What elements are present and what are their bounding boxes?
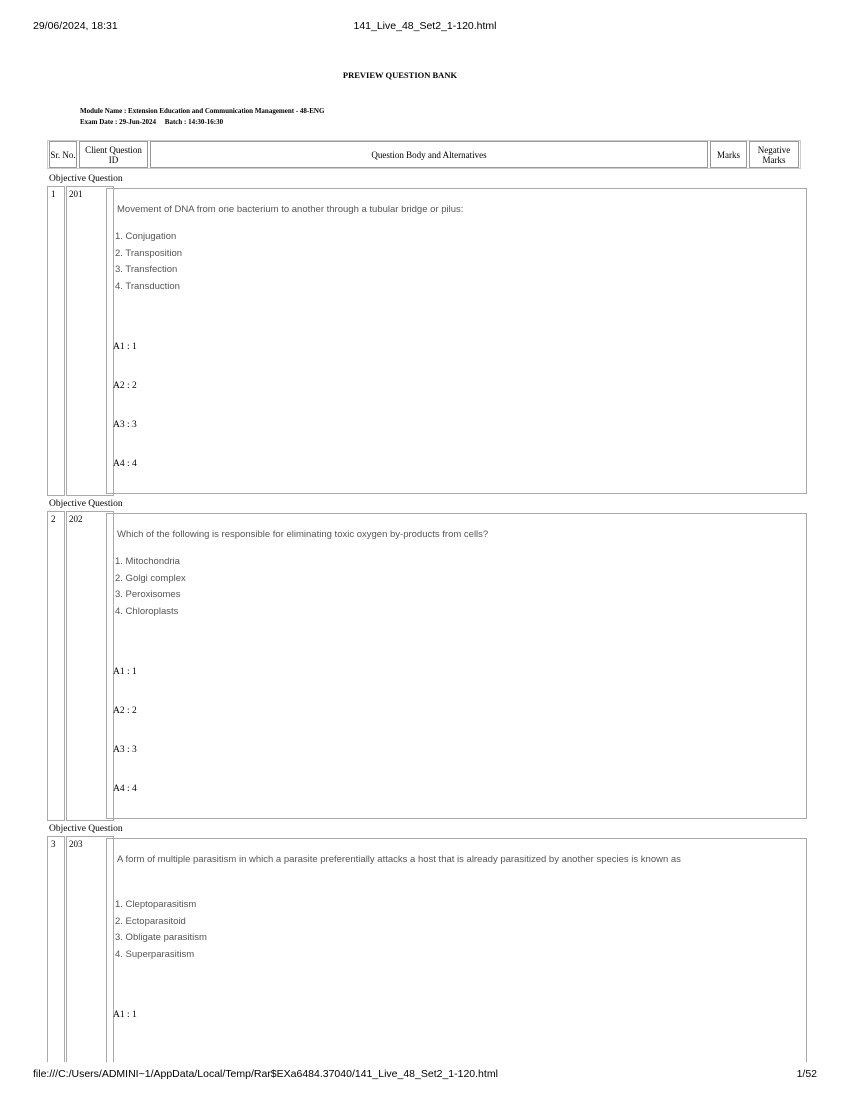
exam-date: Exam Date : 29-Jun-2024 Batch : 14:30-16:30	[80, 118, 224, 126]
question-text: Movement of DNA from one bacterium to another through a tubular bridge or pilus:	[117, 204, 464, 215]
question-row	[47, 186, 811, 496]
option-item: 4. Chloroplasts	[115, 605, 179, 617]
question-sr-no: 2	[51, 514, 56, 524]
option-item: 4. Superparasitism	[115, 948, 195, 960]
option-item: 3. Obligate parasitism	[115, 932, 207, 943]
question-client-id: 203	[69, 839, 83, 849]
option-item: 1. Conjugation	[115, 231, 177, 242]
option-item: 3. Transfection	[115, 264, 178, 275]
print-title: 141_Live_48_Set2_1-120.html	[353, 20, 497, 32]
question-sr-no: 1	[51, 189, 56, 199]
print-footer	[33, 1068, 817, 1082]
print-datetime: 29/06/2024, 18:31	[33, 20, 118, 32]
header-marks: Marks	[710, 141, 747, 168]
sr-cell	[47, 186, 65, 496]
option-item: 3. Peroxisomes	[115, 589, 181, 600]
answer-item: A4 : 4	[113, 459, 137, 469]
section-label: Objective Question	[49, 824, 123, 834]
module-name: Module Name : Extension Education and Communication Management - 48-ENG	[80, 107, 325, 115]
answer-item: A3 : 3	[113, 420, 137, 430]
answer-item: A2 : 2	[113, 381, 137, 391]
table-header	[47, 141, 801, 170]
answer-item: A1 : 1	[113, 667, 137, 677]
sr-cell	[47, 511, 65, 821]
option-item: 2. Ectoparasitoid	[115, 915, 186, 927]
answer-item: A2 : 2	[113, 706, 137, 716]
section-label: Objective Question	[49, 499, 123, 509]
question-client-id: 202	[69, 514, 83, 524]
section-label: Objective Question	[49, 174, 123, 184]
page-title: PREVIEW QUESTION BANK	[342, 70, 458, 80]
option-item: 2. Golgi complex	[115, 572, 186, 584]
option-item: 1. Cleptoparasitism	[115, 899, 197, 910]
header-negative-marks: Negative Marks	[749, 141, 799, 168]
header-sr-no: Sr. No.	[49, 141, 77, 168]
print-url: file:///C:/Users/ADMINI~1/AppData/Local/Temp/Rar$EXa6484.37040/141_Live_48_Set2_1-120.html	[33, 1068, 498, 1080]
option-item: 1. Mitochondria	[115, 556, 180, 567]
question-client-id: 201	[69, 189, 83, 199]
question-text: Which of the following is responsible for eliminating toxic oxygen by-products from cells?	[117, 529, 489, 540]
options-list	[115, 897, 207, 963]
page-number: 1/52	[796, 1068, 817, 1080]
question-body	[106, 188, 807, 494]
answer-item: A1 : 1	[113, 342, 137, 352]
question-row	[47, 511, 811, 821]
header-question-body: Question Body and Alternatives	[150, 141, 708, 168]
answer-item: A1 : 1	[113, 1010, 137, 1020]
header-client-id: Client Question ID	[79, 141, 148, 168]
print-header	[33, 20, 817, 34]
answer-item: A4 : 4	[113, 784, 137, 794]
answer-item: A3 : 3	[113, 745, 137, 755]
options-list	[115, 229, 182, 295]
option-item: 2. Transposition	[115, 247, 183, 259]
question-text: A form of multiple parasitism in which a parasite preferentially attacks a host that is already parasitized by another species is known as	[117, 854, 681, 865]
question-body	[106, 513, 807, 819]
question-row	[47, 836, 811, 1062]
options-list	[115, 554, 186, 620]
option-item: 4. Transduction	[115, 280, 180, 292]
question-sr-no: 3	[51, 839, 56, 849]
question-body	[106, 838, 807, 1062]
sr-cell	[47, 836, 65, 1062]
